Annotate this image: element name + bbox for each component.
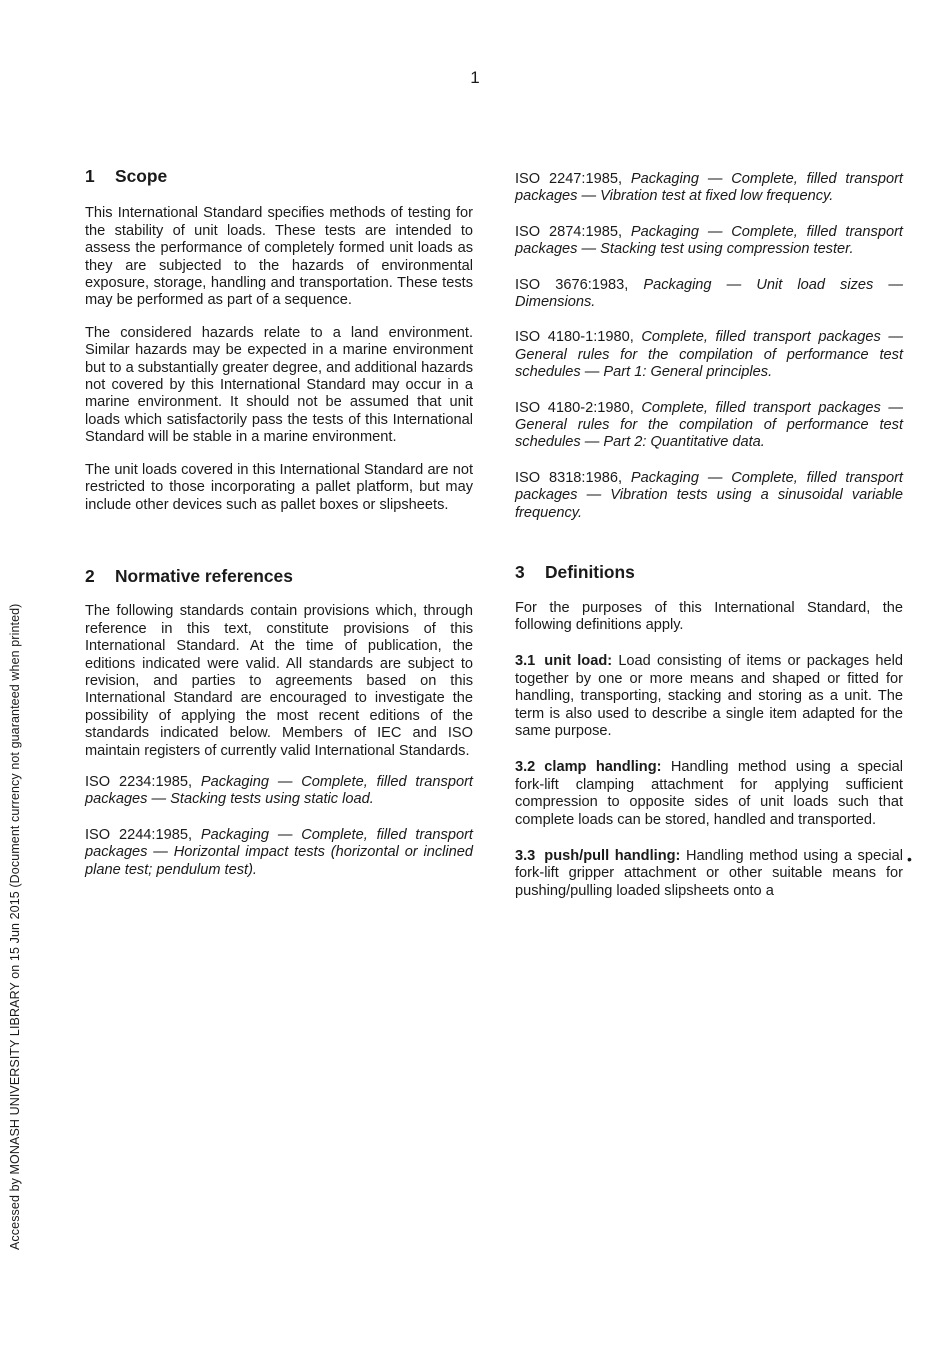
reference-code: ISO 8318:1986, — [515, 469, 623, 486]
reference-iso-3676 — [515, 277, 903, 312]
definition-number: 3.2 — [515, 759, 536, 776]
definition-3-3 — [515, 848, 903, 900]
normative-intro: The following standards contain provisions which, through reference in this text, constitute provisions of this International Standard. At the time of publication, the editions indicated were valid. All standards are subject to revision, and parties to agreements based on this International Standard are encouraged to investigate the possibility of applying the most recent editions of the standards indicated below. Members of IEC and ISO maintain registers of currently valid International Standards. — [85, 603, 473, 759]
normative-title: Normative references — [115, 565, 293, 586]
reference-code: ISO 2247:1985, — [515, 171, 623, 187]
scope-paragraph-3: The unit loads covered in this International Standard are not restricted to those incorporating a pallet platform, but may include other devices such as pallet boxes or slipsheets. — [85, 461, 473, 513]
scope-title: Scope — [115, 166, 168, 186]
definition-term: clamp handling: — [544, 759, 662, 776]
reference-iso-2244 — [85, 827, 473, 879]
definition-term: push/pull handling: — [544, 847, 681, 864]
reference-title: Packaging — Complete, filled transport packages — Stacking tests using static load. — [85, 773, 473, 808]
reference-code: ISO 4180-1:1980, — [515, 329, 634, 346]
definition-term: unit load: — [544, 653, 613, 670]
reference-code: ISO 2244:1985, — [85, 826, 193, 843]
reference-title: Packaging — Complete, filled transport packages — Vibration test at fixed low frequency. — [515, 171, 903, 205]
definition-3-2 — [515, 759, 903, 829]
definition-number: 3.1 — [515, 653, 536, 670]
page-number: 1 — [470, 68, 480, 87]
reference-code: ISO 2234:1985, — [85, 773, 193, 790]
left-column — [85, 168, 473, 879]
definitions-heading — [515, 564, 903, 581]
normative-heading — [85, 565, 473, 586]
reference-title: Complete, filled transport packages — General rules for the compilation of performance test schedules — Part 2: Quantitative data. — [515, 399, 903, 451]
reference-title: Packaging — Complete, filled transport packages — Vibration tests using a sinusoidal variable frequency. — [515, 469, 903, 521]
definition-text: Load consisting of items or packages held together by one or more means and shaped or fitted for handling, transporting, stacking and storing as a unit. The term is also used to describe a single item adapted for the same purpose. — [515, 653, 903, 739]
definitions-intro: For the purposes of this International Standard, the following definitions apply. — [515, 599, 903, 633]
reference-iso-4180-2 — [515, 400, 903, 452]
reference-iso-2874 — [515, 224, 903, 259]
definition-3-1 — [515, 653, 903, 740]
access-watermark: Accessed by MONASH UNIVERSITY LIBRARY on 15 Jun 2015 (Document currency not guaranteed when printed) — [8, 603, 22, 1250]
definitions-number: 3 — [515, 562, 525, 583]
right-column — [515, 171, 903, 900]
reference-iso-8318 — [515, 470, 903, 522]
reference-iso-4180-1 — [515, 329, 903, 381]
definition-text: Handling method using a special fork-lift clamping attachment for applying sufficient compression to opposite sides of unit loads such that complete loads can be stored, handled and transported. — [515, 759, 904, 828]
reference-title: Complete, filled transport packages — General rules for the compilation of performance test schedules — Part 1: General principles. — [515, 329, 903, 381]
normative-number: 2 — [85, 565, 95, 586]
definition-text: Handling method using a special fork-lift gripper attachment or other suitable means for pushing/pulling loaded slipsheets onto a — [515, 847, 903, 899]
scope-heading — [85, 168, 473, 185]
reference-code: ISO 4180-2:1980, — [515, 399, 634, 416]
reference-title: Packaging — Unit load sizes — Dimensions. — [515, 276, 903, 311]
reference-iso-2234 — [85, 774, 473, 809]
scope-number: 1 — [85, 166, 95, 186]
reference-code: ISO 3676:1983, — [515, 276, 629, 293]
reference-code: ISO 2874:1985, — [515, 223, 623, 240]
margin-bullet: • — [907, 851, 912, 867]
scope-paragraph-2: The considered hazards relate to a land environment. Similar hazards may be expected in a marine environment but to a substantially greater degree, and additional hazards not covered by this International Standard may occur in a marine environment. It should not be assumed that unit loads which satisfactorily pass the tests of this International Standard will be stable in a marine environment. — [85, 324, 473, 446]
definition-number: 3.3 — [515, 847, 536, 864]
reference-title: Packaging — Complete, filled transport packages — Horizontal impact tests (horizontal or inclined plane test; pendulum test). — [85, 826, 473, 878]
definitions-title: Definitions — [545, 562, 635, 583]
scope-paragraph-1: This International Standard specifies methods of testing for the stability of unit loads. These tests are intended to assess the performance of completely formed unit loads as they are subjected to the hazards of environmental exposure, storage, handling and transportation. These tests may be performed as part of a sequence. — [85, 205, 473, 309]
reference-title: Packaging — Complete, filled transport packages — Stacking test using compression tester. — [515, 223, 903, 258]
reference-iso-2247 — [515, 171, 903, 206]
